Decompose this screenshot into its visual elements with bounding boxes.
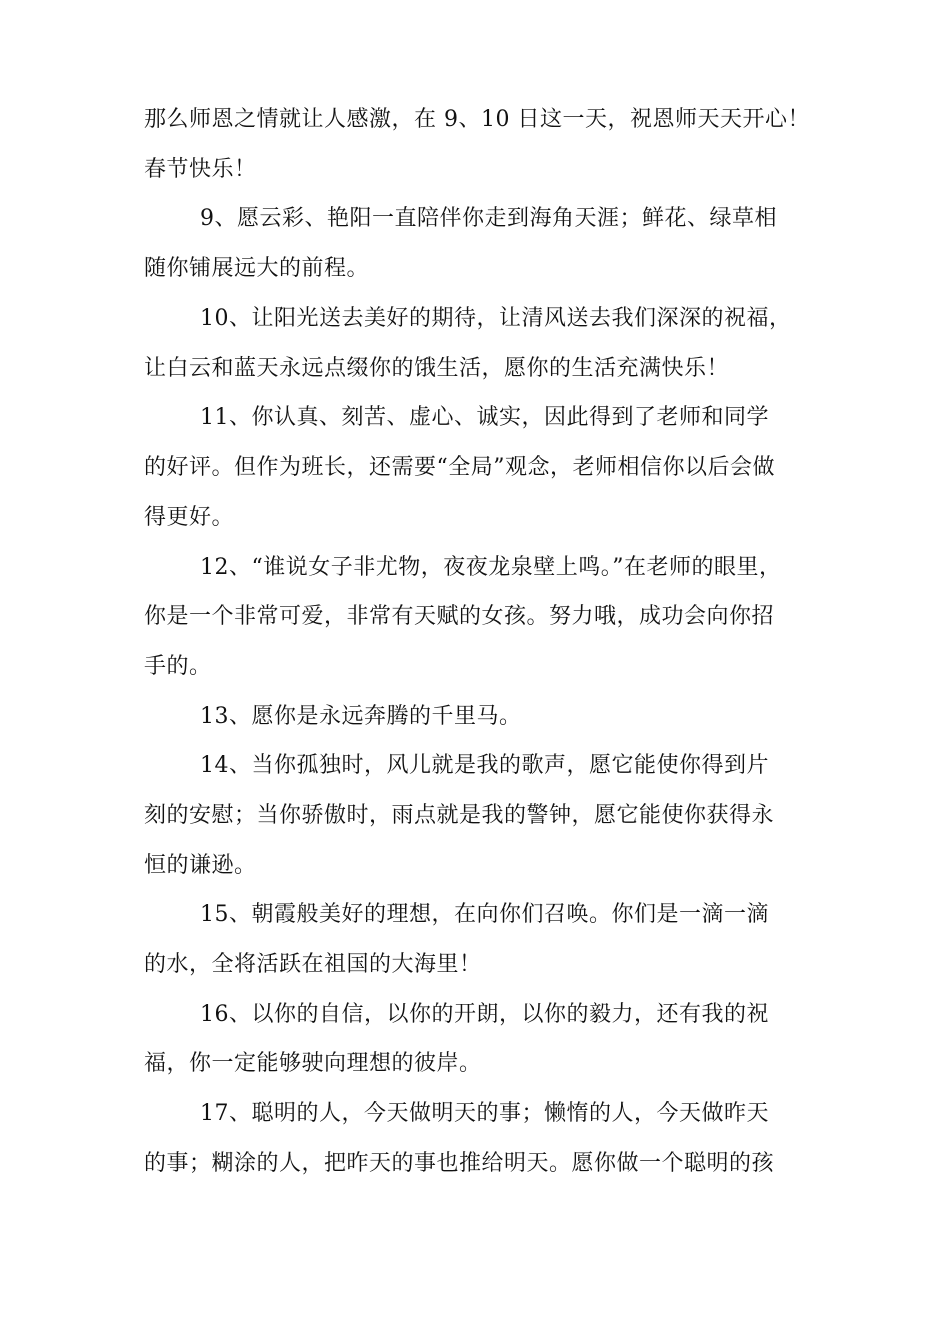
text-line: 的水，全将活跃在祖国的大海里！ bbox=[144, 952, 482, 977]
text-line: 14、当你孤独时，风儿就是我的歌声，愿它能使你得到片 bbox=[200, 753, 769, 778]
text-line: 15、朝霞般美好的理想，在向你们召唤。你们是一滴一滴 bbox=[200, 902, 769, 927]
text-line: 13、愿你是永远奔腾的千里马。 bbox=[200, 704, 522, 729]
text-line: 福，你一定能够驶向理想的彼岸。 bbox=[144, 1051, 482, 1076]
text-line: 你是一个非常可爱，非常有天赋的女孩。努力哦，成功会向你招 bbox=[144, 604, 775, 629]
text-line: 9、愿云彩、艳阳一直陪伴你走到海角天涯；鲜花、绿草相 bbox=[200, 206, 777, 231]
text-line: 的好评。但作为班长，还需要“全局”观念，老师相信你以后会做 bbox=[144, 455, 775, 480]
text-line: 春节快乐！ bbox=[144, 157, 257, 182]
text-line: 恒的谦逊。 bbox=[144, 853, 257, 878]
text-line: 17、聪明的人，今天做明天的事；懒惰的人，今天做昨天 bbox=[200, 1101, 769, 1126]
text-line: 10、让阳光送去美好的期待，让清风送去我们深深的祝福， bbox=[200, 306, 792, 331]
text-line: 手的。 bbox=[144, 654, 212, 679]
text-line: 16、以你的自信，以你的开朗，以你的毅力，还有我的祝 bbox=[200, 1002, 769, 1027]
text-line: 随你铺展远大的前程。 bbox=[144, 256, 370, 281]
text-line: 12、“谁说女子非尤物，夜夜龙泉壁上鸣。”在老师的眼里， bbox=[200, 555, 782, 580]
text-line: 11、你认真、刻苦、虚心、诚实，因此得到了老师和同学 bbox=[200, 405, 769, 430]
text-line: 的事；糊涂的人，把昨天的事也推给明天。愿你做一个聪明的孩 bbox=[144, 1151, 775, 1176]
text-line: 那么师恩之情就让人感激，在 9、10 日这一天，祝恩师天天开心！ bbox=[144, 107, 810, 132]
text-line: 让白云和蓝天永远点缀你的饿生活，愿你的生活充满快乐！ bbox=[144, 356, 730, 381]
text-line: 刻的安慰；当你骄傲时，雨点就是我的警钟，愿它能使你获得永 bbox=[144, 803, 775, 828]
text-line: 得更好。 bbox=[144, 505, 235, 530]
